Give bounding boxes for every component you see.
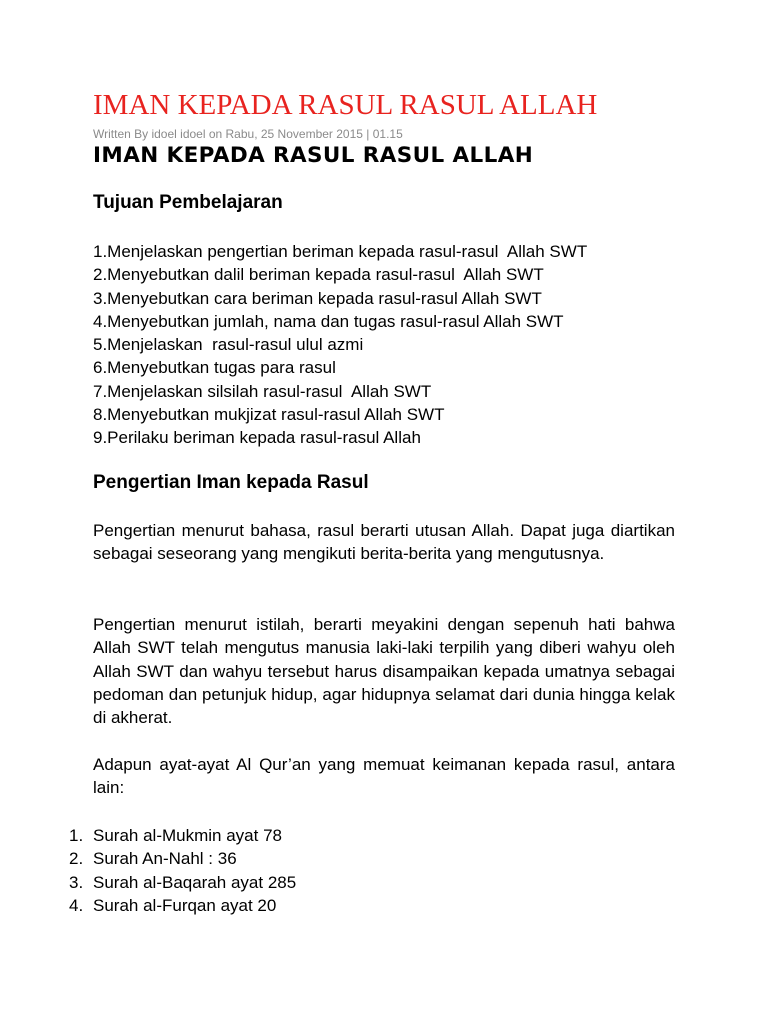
objective-item: 3.Menyebutkan cara beriman kepada rasul-rasul Allah SWT bbox=[93, 288, 542, 308]
verses-list bbox=[69, 824, 297, 917]
verse-text: Surah An-Nahl : 36 bbox=[93, 849, 237, 869]
paragraph-verses-intro: Adapun ayat-ayat Al Qur’an yang memuat keimanan kepada rasul, antara lain: bbox=[93, 755, 675, 798]
document-heading: IMAN KEPADA RASUL RASUL ALLAH bbox=[93, 143, 534, 168]
verse-item bbox=[69, 894, 296, 917]
verse-number: 2. bbox=[69, 849, 84, 869]
paragraph-term-definition: Pengertian menurut istilah, berarti meyakini dengan sepenuh hati bahwa Allah SWT telah mengutus manusia laki-laki terpilih yang diberi wahyu oleh Allah SWT dan wahyu tersebut harus disampaikan kepada umatnya sebagai pedoman dan petunjuk hidup, agar hidupnya selamat dari dunia hingga kelak di akherat. bbox=[93, 615, 675, 728]
paragraph-language-definition: Pengertian menurut bahasa, rasul berarti utusan Allah. Dapat juga diartikan sebagai seseorang yang mengikuti berita-berita yang mengutusnya. bbox=[93, 521, 675, 564]
verse-text: Surah al-Mukmin ayat 78 bbox=[93, 826, 282, 845]
objectives-heading: Tujuan Pembelajaran bbox=[93, 192, 283, 213]
objective-item: 5.Menjelaskan rasul-rasul ulul azmi bbox=[93, 335, 364, 355]
objective-item: 8.Menyebutkan mukjizat rasul-rasul Allah SWT bbox=[93, 405, 445, 425]
objective-item: 7.Menjelaskan silsilah rasul-rasul Allah SWT bbox=[93, 381, 432, 401]
post-byline: Written By idoel idoel on Rabu, 25 November 2015 | 01.15 bbox=[93, 127, 403, 141]
post-title[interactable]: IMAN KEPADA RASUL RASUL ALLAH bbox=[93, 89, 598, 121]
objective-item: 6.Menyebutkan tugas para rasul bbox=[93, 358, 336, 378]
objective-item: 9.Perilaku beriman kepada rasul-rasul Allah bbox=[93, 428, 421, 448]
verse-number: 4. bbox=[69, 895, 84, 915]
verse-text: Surah al-Baqarah ayat 285 bbox=[93, 872, 297, 892]
verse-item bbox=[69, 847, 296, 870]
objective-item: 4.Menyebutkan jumlah, nama dan tugas rasul-rasul Allah SWT bbox=[93, 311, 564, 331]
verse-number: 3. bbox=[69, 872, 84, 892]
verse-text: Surah al-Furqan ayat 20 bbox=[93, 895, 277, 915]
verse-item bbox=[69, 871, 297, 894]
verse-number: 1. bbox=[69, 826, 84, 845]
objectives-list bbox=[93, 240, 587, 450]
objective-item: 1.Menjelaskan pengertian beriman kepada rasul-rasul Allah SWT bbox=[93, 242, 588, 261]
objective-item: 2.Menyebutkan dalil beriman kepada rasul-rasul Allah SWT bbox=[93, 265, 544, 285]
definition-heading: Pengertian Iman kepada Rasul bbox=[93, 472, 369, 493]
verse-item bbox=[69, 824, 296, 847]
